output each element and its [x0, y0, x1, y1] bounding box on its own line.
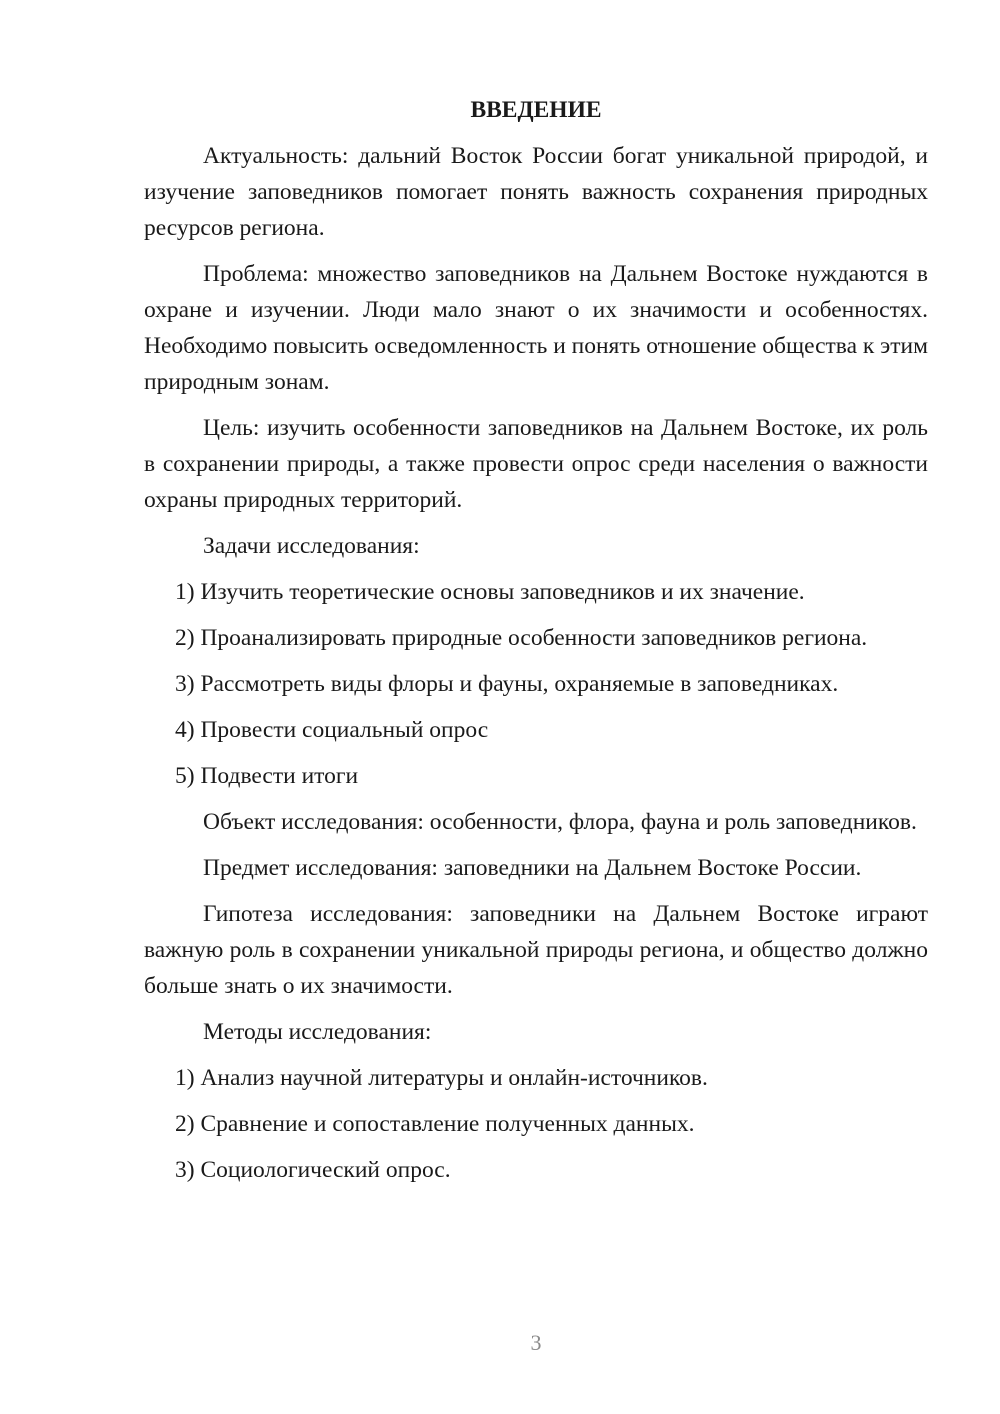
tasks-list	[144, 574, 928, 794]
document-body	[144, 92, 928, 1198]
methods-list	[144, 1060, 928, 1188]
problem-paragraph: Проблема: множество заповедников на Дальнем Востоке нуждаются в охране и изучении. Люди мало знают о их значимости и особенностях. Необходимо повысить осведомленность и понять отношение общества к этим природным зонам.	[144, 261, 928, 395]
tasks-heading: Задачи исследования:	[203, 533, 420, 559]
list-item: 5) Подвести итоги	[175, 763, 359, 789]
list-item: 3) Социологический опрос.	[175, 1157, 451, 1183]
methods-heading: Методы исследования:	[203, 1019, 432, 1045]
list-item: 1) Изучить теоретические основы заповедников и их значение.	[175, 579, 805, 605]
list-item: 1) Анализ научной литературы и онлайн-источников.	[175, 1065, 708, 1091]
list-item: 2) Сравнение и сопоставление полученных данных.	[175, 1111, 695, 1137]
list-item: 4) Провести социальный опрос	[175, 717, 489, 743]
hypothesis-paragraph: Гипотеза исследования: заповедники на Дальнем Востоке играют важную роль в сохранении уникальной природы региона, и общество должно больше знать о их значимости.	[144, 901, 928, 999]
page-number: 3	[530, 1330, 542, 1355]
goal-paragraph: Цель: изучить особенности заповедников на Дальнем Востоке, их роль в сохранении природы, а также провести опрос среди населения о важности охраны природных территорий.	[144, 415, 928, 513]
object-paragraph: Объект исследования: особенности, флора, фауна и роль заповедников.	[203, 809, 917, 835]
subject-paragraph: Предмет исследования: заповедники на Дальнем Востоке России.	[203, 855, 862, 881]
section-title: ВВЕДЕНИЕ	[470, 97, 602, 123]
list-item: 2) Проанализировать природные особенности заповедников региона.	[175, 625, 868, 651]
list-item: 3) Рассмотреть виды флоры и фауны, охраняемые в заповедниках.	[175, 671, 839, 697]
actuality-paragraph: Актуальность: дальний Восток России богат уникальной природой, и изучение заповедников помогает понять важность сохранения природных ресурсов региона.	[144, 143, 928, 241]
